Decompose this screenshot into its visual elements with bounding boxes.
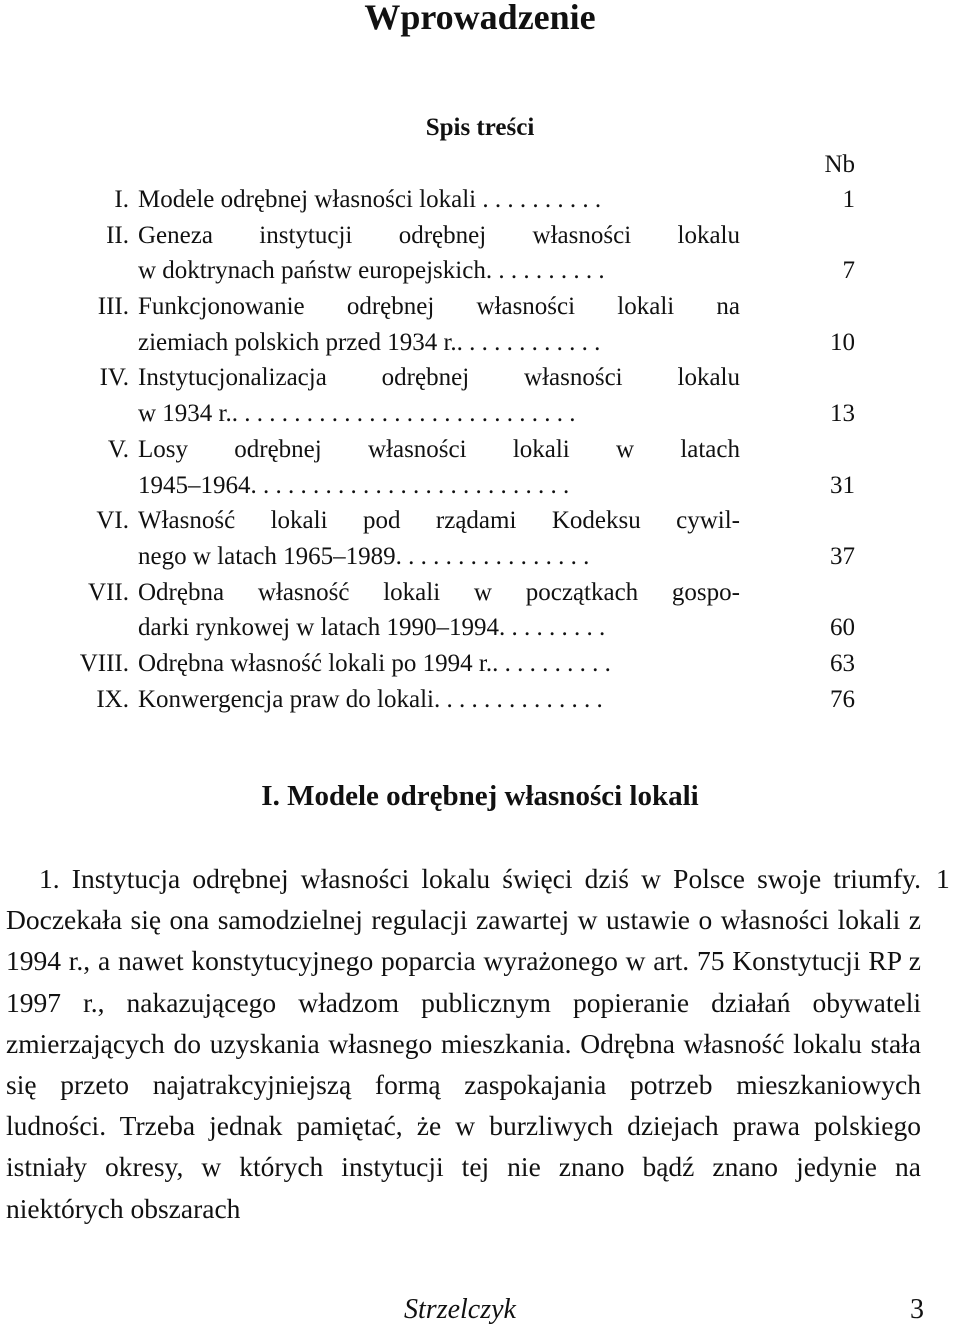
toc-dot-leader: . . . . . . . . . . . . . . — [433, 685, 603, 713]
toc-entry-page: 13 — [830, 400, 855, 428]
toc-entry-title-text: Geneza instytucji odrębnej własności lokalu — [138, 221, 740, 249]
toc-entry-title-text: Losy odrębnej własności lokali w latach — [138, 435, 740, 463]
toc-entry-title — [138, 682, 740, 718]
toc-entry-number: I. — [114, 186, 129, 213]
toc-dot-leader: . . . . . . . . . . — [492, 650, 611, 678]
toc-entry-title — [138, 182, 740, 218]
toc-entry — [0, 182, 960, 218]
body-paragraph: 1. Instytucja odrębnej własności lokalu święci dziś w Polsce swoje triumfy. Doczekała się ona samodzielnej regulacji zawartej w ustawie o własności lokali z 1994 r., a nawet konstytucyjnego poparcia wyrażonego w art. 75 Konstytucji RP z 1997 r., nakazującego władzom publicznym popieranie działań obywateli zmierzających do uzyskania własnego mieszkania. Odrębna własność lokalu stała się przeto najatrakcyjniejszą formą zaspokajania potrzeb mieszkaniowych ludności. Trzeba jednak pamiętać, że w burzliwych dziejach prawa polskiego istniały okresy, w których instytucji tej nie znano bądź znano jedynie na niektórych obszarach — [6, 863, 921, 1224]
toc-entry-title-text: Instytucjonalizacja odrębnej własności lokalu — [138, 364, 740, 392]
toc-entry-page: 10 — [830, 328, 855, 356]
toc-entry-number: V. — [107, 435, 129, 463]
toc-entry-number: II. — [106, 221, 129, 249]
toc-dot-leader: . . . . . . . . . . . . . . . . . . . . . . . . . . . . — [231, 400, 576, 428]
toc-entry-title-line — [138, 646, 740, 682]
toc-entry-title-line — [138, 289, 740, 325]
toc-entry-title-line — [138, 182, 740, 218]
toc-entry-title-line — [138, 360, 740, 396]
toc-entry-title-text: Modele odrębnej własności lokali — [138, 186, 477, 213]
toc-entry-title-line — [138, 503, 740, 539]
toc-entry — [0, 646, 960, 682]
toc-dot-leader: . . . . . . . . . . . . — [456, 328, 601, 356]
toc-entry-number: IX. — [96, 685, 129, 713]
toc-entry-page: 63 — [830, 650, 855, 678]
footer-page-number: 3 — [910, 1294, 924, 1325]
toc-entry-number: III. — [97, 293, 129, 321]
toc-entry — [0, 575, 960, 646]
toc-entry-title-text: Konwergencja praw do lokali — [138, 685, 434, 713]
toc-entry-page: 31 — [830, 471, 855, 499]
toc-entry-title — [138, 646, 740, 682]
toc-entry-page: 7 — [842, 257, 855, 285]
toc-entry-title — [138, 503, 740, 574]
toc-entry-title-line — [138, 325, 740, 361]
toc-entry-title — [138, 575, 740, 646]
toc-entry-page: 37 — [830, 542, 855, 570]
toc-entry-title-text: Odrębna własność lokali po 1994 r. — [138, 650, 493, 678]
toc-entry-number: VII. — [88, 578, 129, 606]
toc-entry-title-text: 1945–1964 — [138, 471, 251, 499]
toc-entry — [0, 360, 960, 431]
toc-entry-title-line — [138, 682, 740, 718]
toc-entry-title-text: w doktrynach państw europejskich — [138, 257, 486, 285]
toc-entry-title — [138, 432, 740, 503]
section-heading: I. Modele odrębnej własności lokali — [261, 780, 699, 812]
toc-entry-title-line — [138, 575, 740, 611]
toc-entry — [0, 503, 960, 574]
toc-entry-number: VI. — [96, 507, 129, 535]
toc-entry-title-line — [138, 432, 740, 468]
toc-entry-title-text: nego w latach 1965–1989 — [138, 542, 396, 570]
toc-entry-title-line — [138, 396, 740, 432]
toc-entry-number: IV. — [99, 364, 129, 392]
toc-entry — [0, 432, 960, 503]
toc-entry-page: 60 — [830, 614, 855, 642]
toc-dot-leader: . . . . . . . . . — [499, 614, 606, 642]
toc-entry-page: 76 — [830, 685, 855, 713]
toc-dot-leader: . . . . . . . . . . — [485, 257, 605, 285]
toc-entry-title — [138, 360, 740, 431]
footer-author: Strzelczyk — [404, 1294, 516, 1325]
toc-entry-title-line — [138, 218, 740, 254]
toc-entry-page: 1 — [842, 186, 855, 213]
toc-entry-title-line — [138, 610, 740, 646]
toc-entry-title — [138, 289, 740, 360]
toc-dot-leader: . . . . . . . . . . . . . . . . — [395, 542, 590, 570]
toc-dot-leader: . . . . . . . . . . . . . . . . . . . . . . . . . . — [250, 471, 570, 499]
margin-number: 1 — [936, 863, 950, 894]
toc-column-label: Nb — [824, 151, 855, 178]
toc-entry-title-text: w 1934 r. — [138, 400, 232, 428]
toc-dot-leader: . . . . . . . . . . — [476, 186, 602, 213]
table-of-contents — [0, 182, 960, 717]
toc-entry-title — [138, 218, 740, 289]
page-title: Wprowadzenie — [364, 0, 596, 37]
toc-entry-title-line — [138, 468, 740, 504]
toc-entry-title-line — [138, 253, 740, 289]
toc-entry-title-text: Własność lokali pod rządami Kodeksu cywil- — [138, 507, 740, 535]
toc-entry-title-text: Funkcjonowanie odrębnej własności lokali na — [138, 293, 740, 321]
toc-entry-title-text: Odrębna własność lokali w początkach gospo- — [138, 578, 740, 606]
toc-entry-number: VIII. — [79, 650, 129, 678]
toc-entry — [0, 682, 960, 718]
toc-entry — [0, 289, 960, 360]
toc-entry — [0, 218, 960, 289]
toc-entry-title-line — [138, 539, 740, 575]
toc-heading: Spis treści — [425, 114, 535, 141]
toc-entry-title-text: ziemiach polskich przed 1934 r. — [138, 328, 457, 356]
toc-entry-title-text: darki rynkowej w latach 1990–1994 — [138, 614, 500, 642]
